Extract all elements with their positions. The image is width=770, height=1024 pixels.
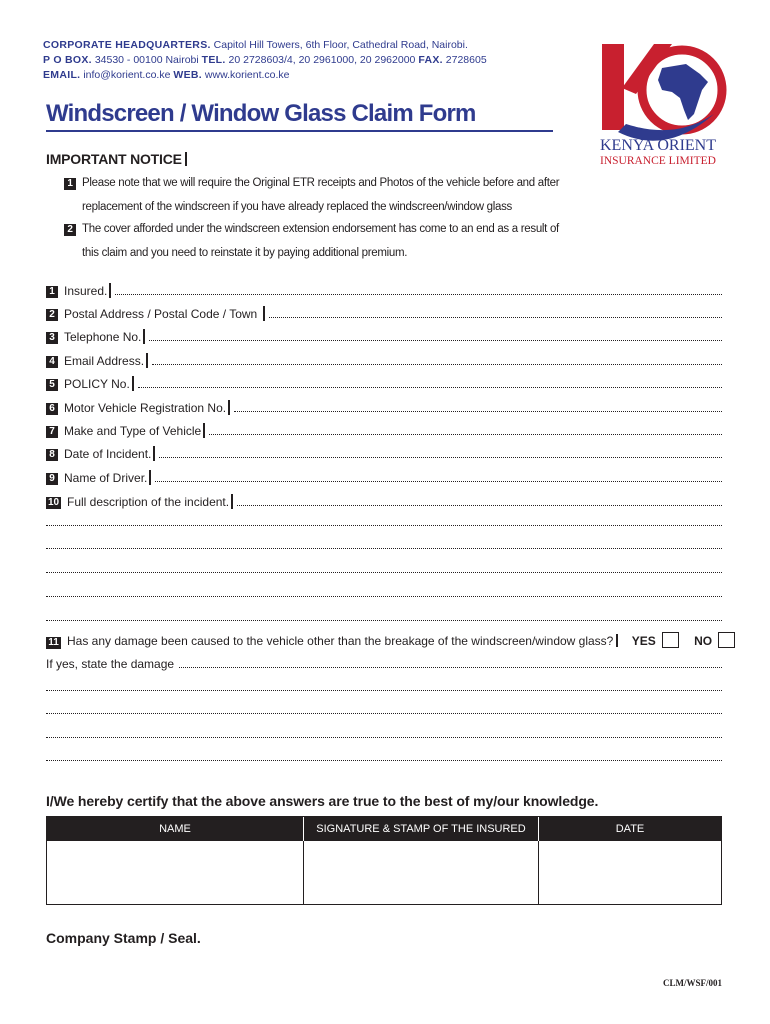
yes-checkbox[interactable]: [662, 632, 679, 648]
certification-statement: I/We hereby certify that the above answers are true to the best of my/our knowledge.: [46, 793, 599, 809]
field-telephone[interactable]: 3 Telephone No.: [46, 326, 722, 344]
field-registration-no[interactable]: 6 Motor Vehicle Registration No.: [46, 397, 722, 415]
header-contact: CORPORATE HEADQUARTERS. Capitol Hill Towers, 6th Floor, Cathedral Road, Nairobi. P O BOX. 34530 - 00100 Nairobi TEL. 20 2728603/4, 20 2961000, 20 2962000 FAX. 2728605 EMAIL. info@korient.co.ke WEB. www.korient.co.ke: [43, 39, 487, 81]
field-damage-details[interactable]: If yes, state the damage: [46, 657, 722, 671]
company-stamp-label: Company Stamp / Seal.: [46, 930, 201, 946]
notice-item-2-cont: this claim and you need to reinstate it by paying additional premium.: [82, 247, 408, 259]
notice-item-1: 1 Please note that we will require the Original ETR receipts and Photos of the vehicle before and after: [64, 177, 559, 190]
title-underline: [46, 130, 553, 132]
description-line[interactable]: [46, 572, 722, 573]
field-email[interactable]: 4 Email Address.: [46, 350, 722, 368]
description-line[interactable]: [46, 548, 722, 549]
description-line[interactable]: [46, 596, 722, 597]
signature-cell[interactable]: [304, 841, 539, 904]
name-cell[interactable]: [47, 841, 304, 904]
date-cell[interactable]: [539, 841, 721, 904]
field-driver-name[interactable]: 9 Name of Driver.: [46, 467, 722, 485]
form-code: CLM/WSF/001: [662, 978, 722, 988]
field-insured[interactable]: 1 Insured.: [46, 280, 722, 298]
signature-table: [46, 816, 722, 905]
field-incident-description[interactable]: 10 Full description of the incident.: [46, 491, 722, 509]
field-make-type[interactable]: 7 Make and Type of Vehicle: [46, 420, 722, 438]
description-line[interactable]: [46, 620, 722, 621]
description-line[interactable]: [46, 525, 722, 526]
damage-line[interactable]: [46, 690, 722, 691]
damage-line[interactable]: [46, 737, 722, 738]
name-header: NAME: [47, 817, 304, 841]
field-postal-address[interactable]: 2 Postal Address / Postal Code / Town: [46, 303, 722, 321]
damage-line[interactable]: [46, 713, 722, 714]
form-title: Windscreen / Window Glass Claim Form: [46, 100, 476, 127]
logo-tagline: INSURANCE LIMITED: [600, 155, 716, 167]
company-logo: [596, 38, 730, 168]
yes-label: YES: [631, 634, 656, 648]
field-policy-no[interactable]: 5 POLICY No.: [46, 373, 722, 391]
damage-line[interactable]: [46, 760, 722, 761]
no-label: NO: [694, 634, 713, 648]
no-checkbox[interactable]: [718, 632, 735, 648]
notice-item-1-cont: replacement of the windscreen if you have already replaced the windscreen/window glass: [82, 201, 512, 213]
logo-name: KENYA ORIENT: [600, 137, 716, 154]
question-11: 11 Has any damage been caused to the vehicle other than the breakage of the windscreen/window glass? YES NO: [46, 632, 735, 649]
notice-heading: IMPORTANT NOTICE: [46, 151, 187, 167]
notice-item-2: 2 The cover afforded under the windscreen extension endorsement has come to an end as a result of: [64, 223, 559, 236]
date-header: DATE: [615, 823, 645, 835]
signature-header: SIGNATURE & STAMP OF THE INSURED: [304, 817, 539, 841]
field-date-of-incident[interactable]: 8 Date of Incident.: [46, 443, 722, 461]
